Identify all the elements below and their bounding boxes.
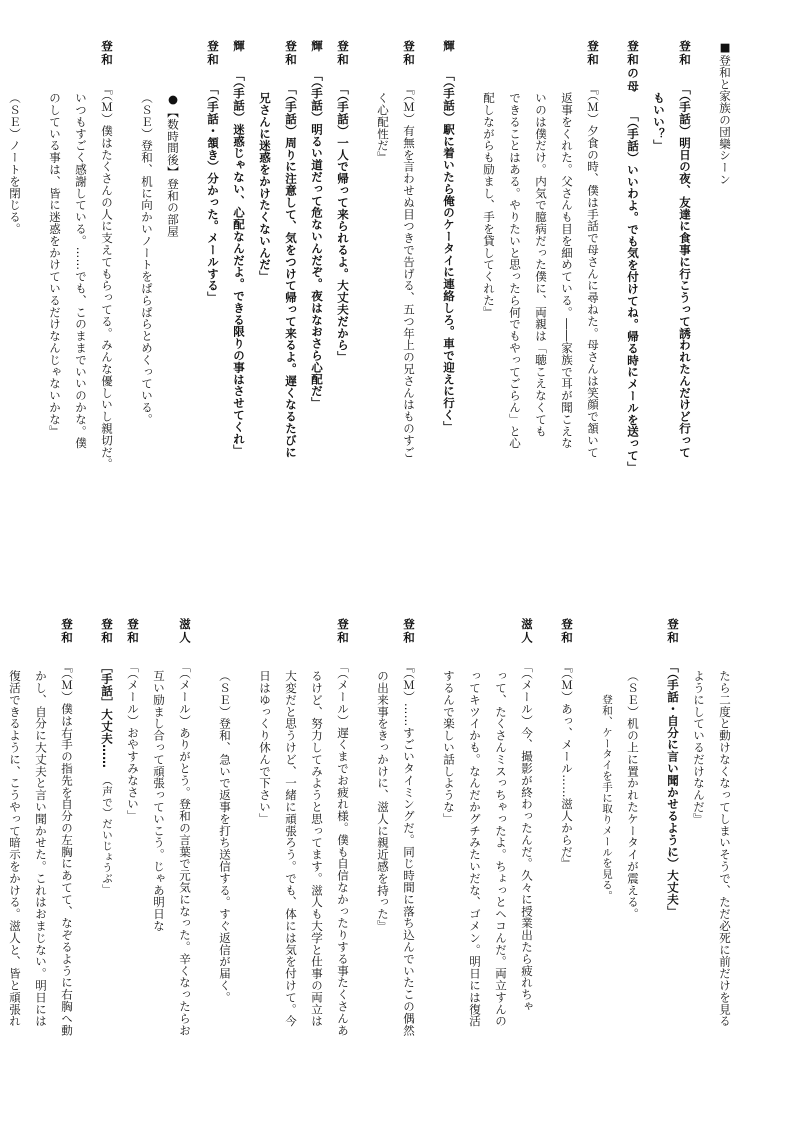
speaker: 登和 [206, 40, 220, 67]
stage-direction: （ＳＥ）登和、急いで返事を打ち送信する。すぐ返信が届く。 [218, 670, 232, 1004]
speaker: 登和 [60, 618, 74, 645]
scene-heading: ●【数時間後】登和の部屋 [166, 92, 180, 238]
speaker: 登和 [126, 618, 140, 645]
monologue-continuation: たら二度と動けなくなってしまいそうで、ただ必死に前だけを見る [718, 670, 732, 1027]
monologue-continuation: いつもすごく感謝している。……でも、このままでいいのかな。僕 [74, 92, 88, 449]
dialogue-line: 登和「（手話）明日の夜、友達に食事に行こうって誘われたんだけど行って [672, 40, 698, 510]
mail-continuation: 日はゆっくり休んで下さい」 [258, 670, 272, 825]
monologue-line: 登和『（Ｍ）僕は右手の指先を自分の左胸にあてて、なぞるように右胸へ動 [54, 618, 80, 1088]
speaker: 登和 [100, 618, 114, 645]
mail-continuation: 大変だと思うけど、一緒に頑張ろう。でも、体には気を付けて。今 [284, 670, 298, 1027]
monologue-line: 登和『（Ｍ）僕はたくさんの人に支えてもらってる。みんな優しいし親切だ。 [94, 40, 120, 510]
stage-direction: （ＳＥ）登和、机に向かいノートをぱらぱらとめくっている。 [140, 92, 154, 426]
monologue-continuation: ようにしているだけなんだ』 [692, 670, 706, 825]
upper-half [0, 40, 738, 510]
speaker: 輝 [310, 40, 324, 54]
speaker: 登和 [678, 40, 692, 67]
monologue-line: 登和『（Ｍ）有無を言わせぬ目つきで告げる、五つ年上の兄さんはものすご [396, 40, 422, 510]
dialogue-line: 登和「（手話・自分に言い聞かせるように）大丈夫」 [660, 618, 686, 1088]
monologue-continuation: 復活できるように、こうやって暗示をかける。滋人と、皆と頑張れ [8, 670, 22, 1027]
dialogue-line: 輝「（手話）明るい道だって危ないんだぞ。夜はなおさら心配だ」 [304, 40, 330, 510]
scene-title: ■登和と家族の団欒シーン [718, 40, 732, 186]
speaker: 滋人 [520, 618, 534, 645]
monologue-continuation: 返事をくれた。父さんも目を細めている。――家族で耳が聞こえな [560, 92, 574, 449]
dialogue-line: 登和「（手話・頷き）分かった。メールする」 [200, 40, 226, 510]
stage-direction: （ＳＥ）机の上に置かれたケータイが震える。 [626, 670, 640, 920]
monologue-continuation: の出来事をきっかけに、滋人に親近感を持った』 [376, 670, 390, 932]
dialogue-line: 登和［手話］大丈夫…… （声で）だいじょうぶ」 [94, 618, 120, 1088]
speaker: 輝 [442, 40, 456, 54]
mail-continuation: するんで楽しい話しような」 [442, 670, 456, 825]
speaker: 登和 [586, 40, 600, 67]
dialogue-continuation: もいい？」 [652, 92, 666, 152]
speaker: 滋人 [178, 618, 192, 645]
speaker: 輝 [232, 40, 246, 54]
monologue-continuation: いのは僕だけ。内気で臆病だった僕に、両親は「聴こえなくても [534, 92, 548, 438]
monologue-line: 登和『（Ｍ）あっ、メール……滋人からだ』 [554, 618, 580, 1088]
monologue-continuation: く心配性だ』 [376, 92, 390, 164]
mail-continuation: 互い励まし合って頑張っていこう。じゃあ明日な [152, 670, 166, 932]
mail-continuation: って、たくさんミスっちゃったよ。ちょっとヘコんだ。両立すんの [494, 670, 508, 1027]
speaker: 登和 [336, 40, 350, 67]
speaker: 登和 [100, 40, 114, 67]
monologue-continuation: のしている事は、皆に迷惑をかけているだけなんじゃないかな』 [48, 92, 62, 438]
speaker: 登和 [402, 618, 416, 645]
monologue-line: 登和『（Ｍ）夕食の時、僕は手話で母さんに尋ねた。母さんは笑顔で頷いて [580, 40, 606, 510]
dialogue-line: 登和「（手話）一人で帰って来られるよ。大丈夫だから」 [330, 40, 356, 510]
dialogue-line: 登和「（手話）周りに注意して、気をつけて帰って来るよ。遅くなるたびに [278, 40, 304, 510]
mail-line: 滋人「（メール）ありがとう。登和の言葉で元気になった。辛くなったらお [172, 618, 198, 1088]
speaker: 登和 [666, 618, 680, 645]
speaker: 登和の母 [626, 40, 640, 94]
speaker: 登和 [402, 40, 416, 67]
mail-continuation: るけど、努力してみようと思ってます。滋人も大学と仕事の両立は [310, 670, 324, 1027]
stage-direction: （ＳＥ）ノートを閉じる。 [8, 92, 22, 235]
speaker: 登和 [336, 618, 350, 645]
speaker: 登和 [560, 618, 574, 645]
mail-continuation: ってキツイかも。なんだかグチみたいだな、ゴメン。明日には復活 [468, 670, 482, 1027]
monologue-continuation: 配しながらも励まし、手を貸してくれた』 [482, 92, 496, 319]
monologue-line: 登和『（Ｍ）……すごいタイミングだ。同じ時間に落ち込んでいたこの偶然 [396, 618, 422, 1088]
lower-half [0, 618, 738, 1088]
dialogue-line: 登和の母「（手話）いいわよ。でも気を付けてね。帰る時にメールを送って」 [620, 40, 646, 510]
dialogue-continuation: 兄さんに迷惑をかけたくないんだ」 [258, 92, 272, 283]
stage-direction: 登和、ケータイを手に取りメールを見る。 [601, 694, 613, 902]
mail-line: 登和「（メール）おやすみなさい」 [120, 618, 146, 1088]
mail-line: 登和「（メール）遅くまでお疲れ様。僕も自信なかったりする事たくさんあ [330, 618, 356, 1088]
speaker: 登和 [284, 40, 298, 67]
monologue-continuation: できることはある。やりたいと思ったら何でもやってごらん」と心 [508, 92, 522, 449]
monologue-continuation: かし、自分に大丈夫と言い聞かせた。これはおまじない。明日には [34, 670, 48, 1027]
dialogue-line: 輝「（手話）迷惑じゃない、心配なんだよ。できる限りの事はさせてくれ」 [226, 40, 252, 510]
dialogue-line: 輝「（手話）駅に着いたら俺のケータイに連絡しろ。車で迎えに行く」 [436, 40, 462, 510]
mail-line: 滋人「（メール）今、撮影が終わったんだ。久々に授業出たら疲れちゃ [514, 618, 540, 1088]
